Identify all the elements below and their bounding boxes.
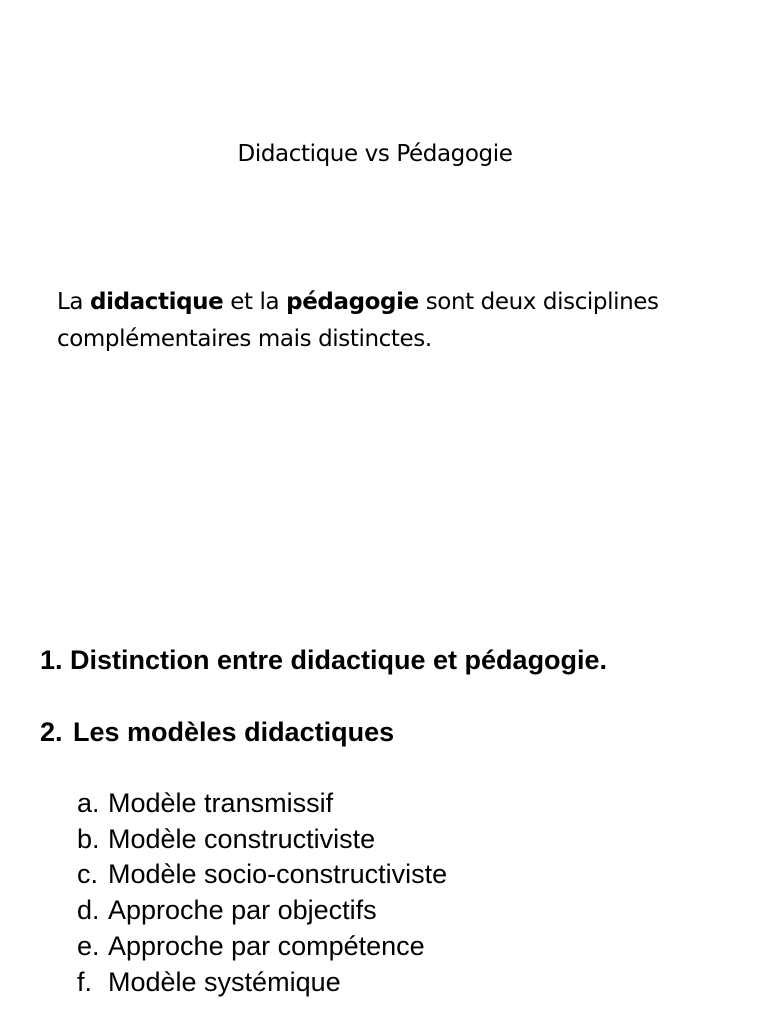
- section-label: Distinction entre didactique et pédagogie.: [70, 645, 608, 675]
- models-list: [40, 786, 750, 1000]
- section-number: 2.: [40, 717, 63, 747]
- intro-text-2: et la: [223, 289, 287, 315]
- list-item: [77, 929, 750, 965]
- section-number: 1.: [40, 645, 63, 675]
- item-letter: b.: [77, 823, 100, 854]
- item-letter: d.: [77, 895, 100, 926]
- item-letter: f.: [77, 966, 93, 997]
- item-letter: a.: [77, 788, 100, 818]
- list-item: [77, 965, 750, 1001]
- item-label: Approche par objectifs: [108, 895, 377, 926]
- intro-text-1: La: [57, 289, 91, 315]
- intro-paragraph: [57, 284, 747, 358]
- outline: [40, 642, 750, 1000]
- item-label: Modèle transmissif: [108, 788, 334, 818]
- item-letter: c.: [77, 859, 99, 890]
- section-1: [40, 642, 750, 678]
- list-item: [77, 822, 750, 858]
- page-title: Didactique vs Pédagogie: [237, 141, 513, 167]
- item-letter: e.: [77, 930, 100, 961]
- item-label: Modèle constructiviste: [108, 823, 376, 854]
- section-label: Les modèles didactiques: [73, 717, 395, 747]
- item-label: Approche par compétence: [108, 930, 425, 961]
- intro-term-pedagogie: pédagogie: [286, 289, 419, 315]
- section-2: [40, 714, 750, 750]
- intro-text-3: sont deux disciplines complémentaires mais distinctes.: [57, 289, 659, 352]
- list-item: [77, 893, 750, 929]
- item-label: Modèle systémique: [108, 966, 341, 997]
- list-item: [77, 857, 750, 893]
- list-item: [77, 786, 750, 822]
- item-label: Modèle socio-constructiviste: [108, 859, 448, 890]
- intro-term-didactique: didactique: [90, 289, 224, 315]
